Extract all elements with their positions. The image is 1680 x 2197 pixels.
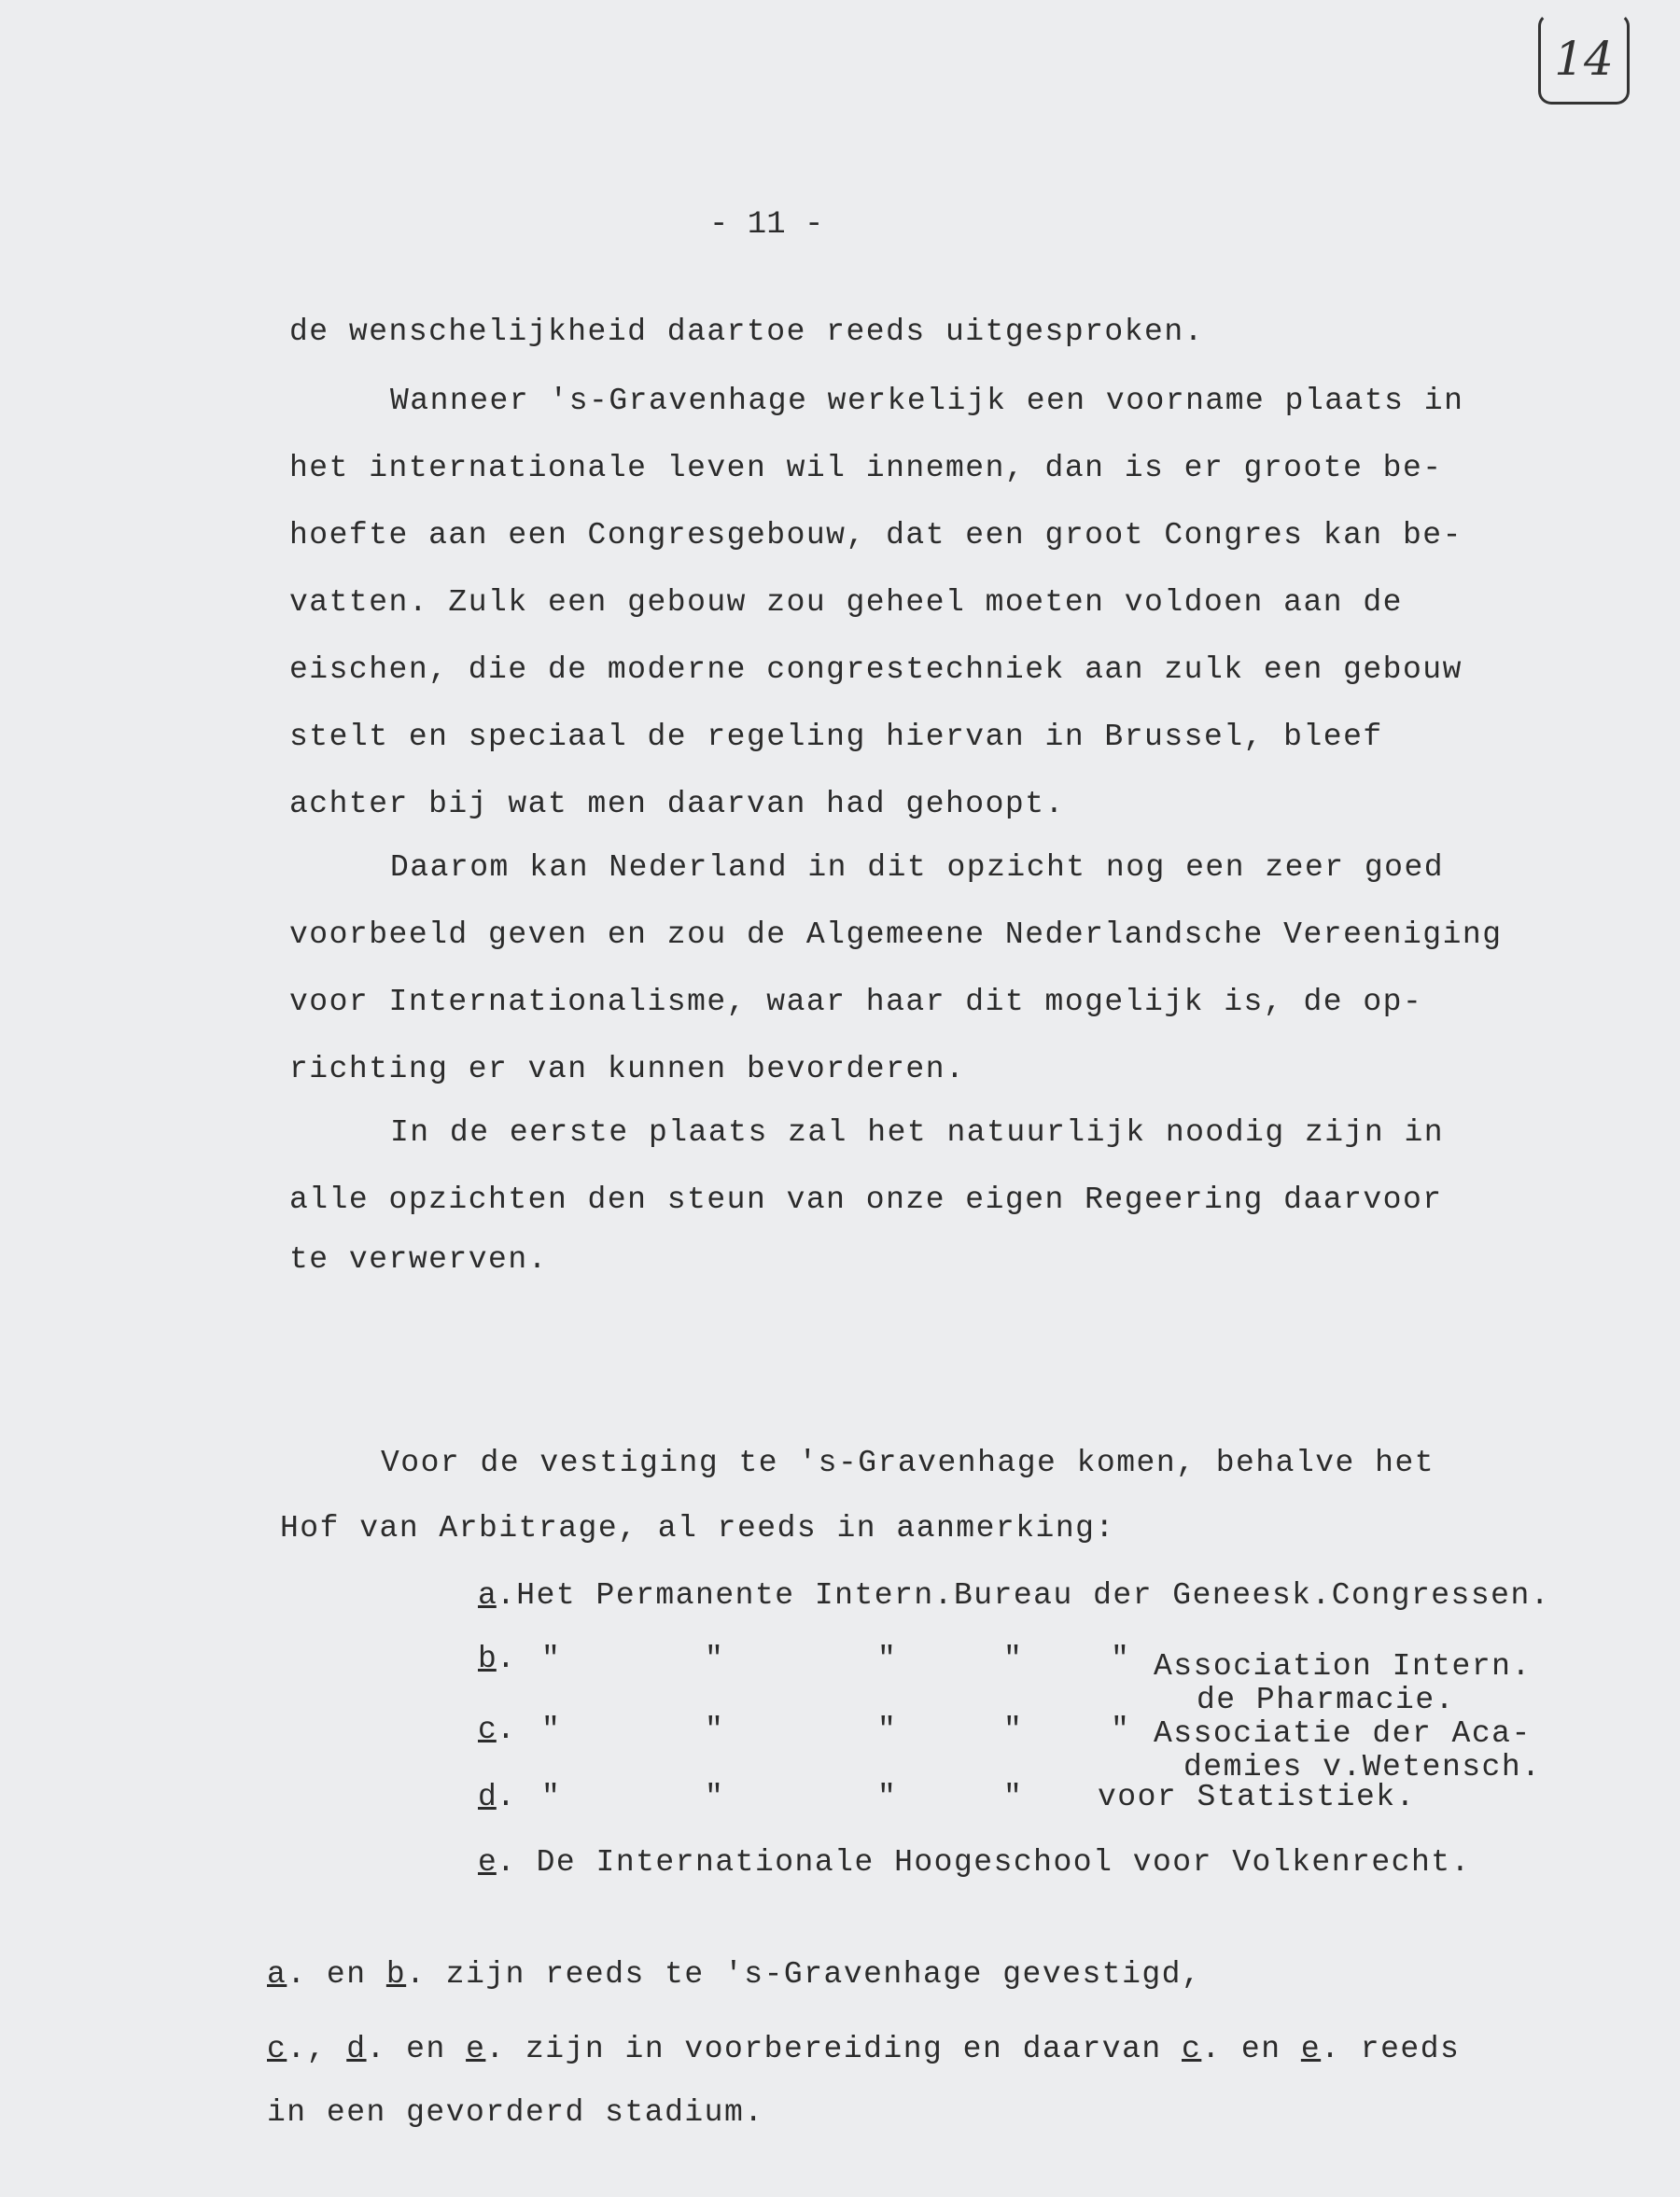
- ditto-mark: ": [877, 1713, 896, 1747]
- list-label-a: a: [478, 1578, 497, 1613]
- list-label-c: c: [478, 1713, 497, 1747]
- footer-line-2: c., d. en e. zijn in voorbereiding en daarvan c. en e. reeds: [267, 2032, 1461, 2066]
- text-line: eischen, die de moderne congrestechniek aan zulk een gebouw: [289, 652, 1463, 687]
- ditto-mark: ": [877, 1780, 896, 1814]
- list-label-e: e: [478, 1845, 497, 1880]
- text-line: Daarom kan Nederland in dit opzicht nog een zeer goed: [390, 850, 1445, 885]
- text-line: hoefte aan een Congresgebouw, dat een groot Congres kan be-: [289, 518, 1463, 553]
- text-line: stelt en speciaal de regeling hiervan in Brussel, bleef: [289, 720, 1383, 754]
- list-text-c-2: demies v.Wetensch.: [1183, 1750, 1542, 1784]
- ditto-mark: ": [1003, 1642, 1022, 1676]
- ditto-mark: ": [705, 1713, 723, 1747]
- page-number: - 11 -: [709, 207, 824, 243]
- ditto-mark: ": [705, 1642, 723, 1676]
- text-line: Wanneer 's-Gravenhage werkelijk een voorname plaats in: [390, 384, 1464, 418]
- text-line: het internationale leven wil innemen, dan is er groote be-: [289, 451, 1443, 485]
- text-line: vatten. Zulk een gebouw zou geheel moeten voldoen aan de: [289, 585, 1403, 620]
- text-line: alle opzichten den steun van onze eigen Regeering daarvoor: [289, 1182, 1443, 1217]
- ditto-mark: ": [1111, 1713, 1129, 1747]
- list-text-a: .Het Permanente Intern.Bureau der Geneesk.Congressen.: [497, 1578, 1551, 1613]
- list-label-b: b: [478, 1642, 497, 1676]
- text-line: Voor de vestiging te 's-Gravenhage komen, behalve het: [381, 1446, 1435, 1480]
- text-line: de wenschelijkheid daartoe reeds uitgesproken.: [289, 315, 1204, 349]
- text-line: voor Internationalisme, waar haar dit mogelijk is, de op-: [289, 985, 1423, 1019]
- text-line: In de eerste plaats zal het natuurlijk noodig zijn in: [390, 1115, 1445, 1150]
- ditto-mark: ": [1003, 1713, 1022, 1747]
- document-page: 14 - 11 - de wenschelijkheid daartoe reeds uitgesproken. Wanneer 's-Gravenhage werkelijk een voorname plaats in het internationale leven wil innemen, dan is er groote be- hoefte aan een Congresgebouw, dat een groot Congres kan be- vatten. Zulk een gebouw zou geheel moeten voldoen aan de eischen, die de moderne congrestechniek aan zulk een gebouw stelt en speciaal de regeling hiervan in Brussel, bleef achter bij wat men daarvan had gehoopt. Daarom kan Nederland in dit opzicht nog een zeer goed voorbeeld geven en zou de Algemeene Nederlandsche Vereeniging voor Internationalisme, waar haar dit mogelijk is, de op- richting er van kunnen bevorderen. In de eerste plaats zal het natuurlijk noodig zijn in alle opzichten den steun van onze eigen Regeering daarvoor te verwerven. Voor de vestiging te 's-Gravenhage komen, behalve het Hof van Arbitrage, al reeds in aanmerking: a .Het Permanente Intern.Bureau der Geneesk.Congressen. b . " " " " " Association Intern. de Pharmacie. c . " " " " " Associatie der Aca- demies v.Wetensch. d . " " " " voor Statistiek. e . De Internationale Hoogeschool voor Volkenrecht. a. en b. zijn reeds te 's-Gravenhage gevestigd, c., d. en e. zijn in voorbereiding en daarvan c. en e. reeds in een gevorderd stadium.: [0, 0, 1680, 2197]
- text-line: richting er van kunnen bevorderen.: [289, 1052, 966, 1086]
- ditto-mark: ": [877, 1642, 896, 1676]
- ditto-mark: ": [541, 1780, 560, 1814]
- ditto-mark: ": [1111, 1642, 1129, 1676]
- list-text-b-2: de Pharmacie.: [1197, 1683, 1455, 1717]
- archive-stamp: 14: [1538, 13, 1630, 105]
- ditto-mark: ": [705, 1780, 723, 1814]
- list-text-e: . De Internationale Hoogeschool voor Volkenrecht.: [497, 1845, 1471, 1880]
- list-text-c-1: Associatie der Aca-: [1154, 1716, 1532, 1751]
- ditto-mark: ": [1003, 1780, 1022, 1814]
- list-text-d: voor Statistiek.: [1098, 1780, 1416, 1814]
- list-label-d: d: [478, 1780, 497, 1814]
- footer-line-3: in een gevorderd stadium.: [267, 2095, 764, 2130]
- list-text-b-1: Association Intern.: [1154, 1649, 1532, 1684]
- text-line: achter bij wat men daarvan had gehoopt.: [289, 787, 1065, 821]
- text-line: Hof van Arbitrage, al reeds in aanmerking:: [280, 1511, 1115, 1546]
- text-line: te verwerven.: [289, 1242, 548, 1277]
- footer-line-1: a. en b. zijn reeds te 's-Gravenhage gevestigd,: [267, 1957, 1202, 1992]
- ditto-mark: ": [541, 1642, 560, 1676]
- text-line: voorbeeld geven en zou de Algemeene Nederlandsche Vereeniging: [289, 917, 1503, 952]
- ditto-mark: ": [541, 1713, 560, 1747]
